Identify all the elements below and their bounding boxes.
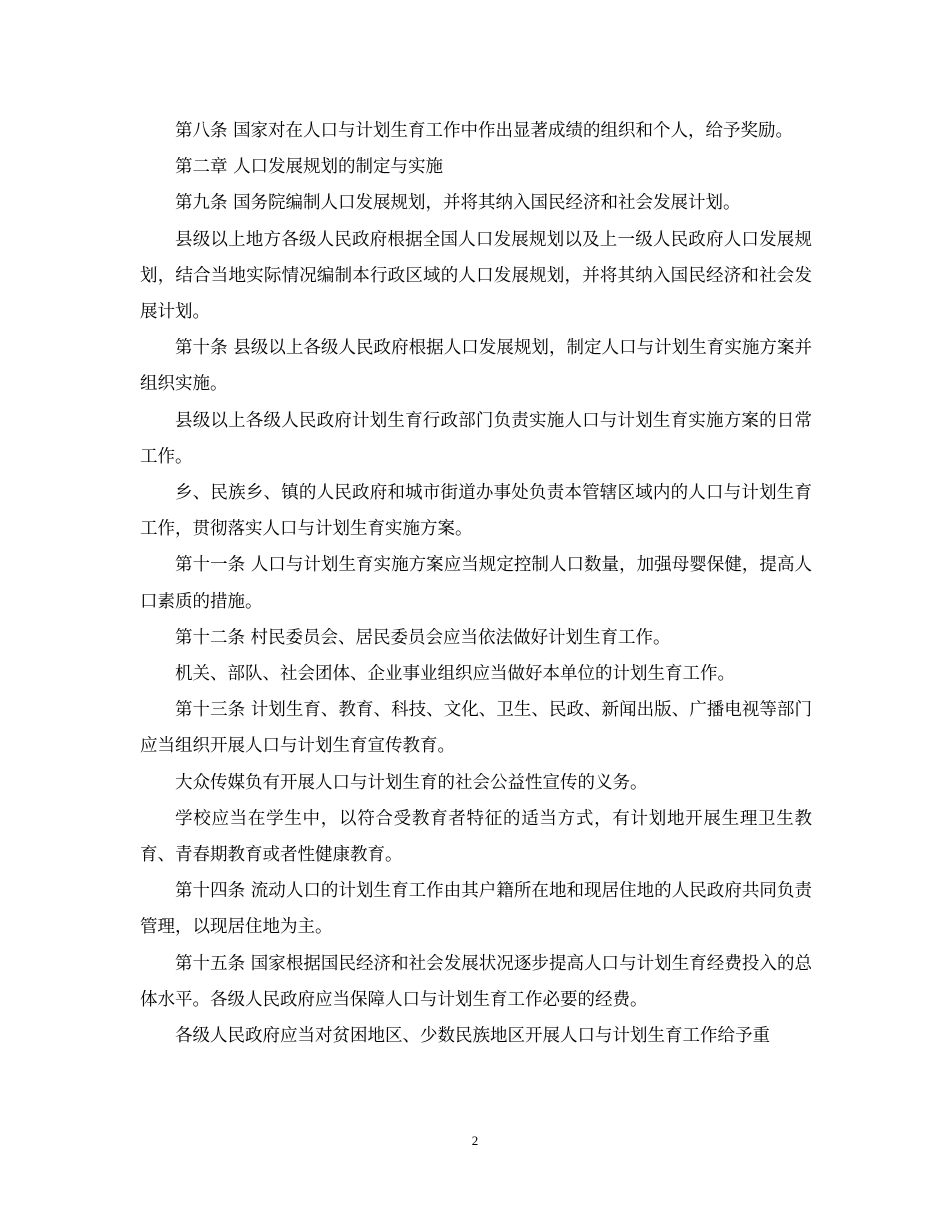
article-15-clause-2: 各级人民政府应当对贫困地区、少数民族地区开展人口与计划生育工作给予重 bbox=[175, 1026, 770, 1047]
article-10-clause-2: 县级以上各级人民政府计划生育行政部门负责实施人口与计划生育实施方案的日常工作。 bbox=[140, 410, 812, 467]
article-12: 第十二条 村民委员会、居民委员会应当依法做好计划生育工作。 bbox=[175, 627, 671, 648]
article-15: 第十五条 国家根据国民经济和社会发展状况逐步提高人口与计划生育经费投入的总体水平。各级人民政府应当保障人口与计划生育工作必要的经费。 bbox=[140, 953, 812, 1010]
article-13-clause-3: 学校应当在学生中，以符合受教育者特征的适当方式，有计划地开展生理卫生教育、青春期教育或者性健康教育。 bbox=[140, 808, 812, 866]
document-body bbox=[140, 113, 812, 1054]
chapter-2-heading: 第二章 人口发展规划的制定与实施 bbox=[175, 157, 444, 178]
page-number: 2 bbox=[471, 1133, 479, 1148]
article-10: 第十条 县级以上各级人民政府根据人口发展规划，制定人口与计划生育实施方案并组织实施。 bbox=[140, 338, 812, 395]
article-13-clause-2: 大众传媒负有开展人口与计划生育的社会公益性宣传的义务。 bbox=[175, 772, 648, 793]
article-9-clause-2: 县级以上地方各级人民政府根据全国人口发展规划以及上一级人民政府人口发展规划，结合当地实际情况编制本行政区域的人口发展规划，并将其纳入国民经济和社会发展计划。 bbox=[140, 229, 812, 323]
article-13: 第十三条 计划生育、教育、科技、文化、卫生、民政、新闻出版、广播电视等部门应当组织开展人口与计划生育宣传教育。 bbox=[140, 700, 812, 757]
article-11: 第十一条 人口与计划生育实施方案应当规定控制人口数量，加强母婴保健，提高人口素质的措施。 bbox=[140, 555, 812, 612]
article-9: 第九条 国务院编制人口发展规划，并将其纳入国民经济和社会发展计划。 bbox=[175, 193, 741, 214]
article-14: 第十四条 流动人口的计划生育工作由其户籍所在地和现居住地的人民政府共同负责管理，以现居住地为主。 bbox=[140, 881, 812, 938]
article-12-clause-2: 机关、部队、社会团体、企业事业组织应当做好本单位的计划生育工作。 bbox=[175, 664, 735, 685]
article-8: 第八条 国家对在人口与计划生育工作中作出显著成绩的组织和个人，给予奖励。 bbox=[175, 121, 794, 141]
article-10-clause-3: 乡、民族乡、镇的人民政府和城市街道办事处负责本管辖区域内的人口与计划生育工作，贯彻落实人口与计划生育实施方案。 bbox=[140, 483, 812, 540]
